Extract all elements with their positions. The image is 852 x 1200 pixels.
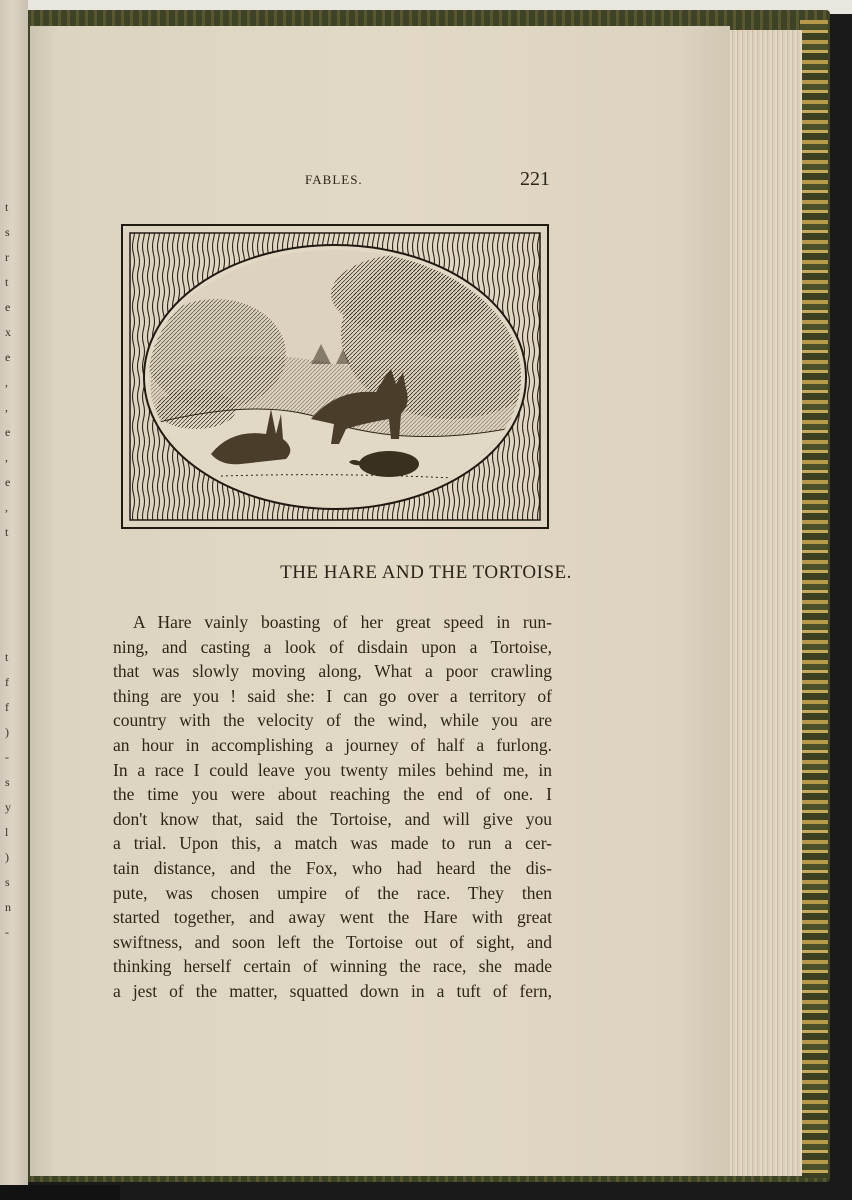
fragment: s [5, 875, 10, 889]
fragment: l [5, 825, 9, 839]
fragment: e [5, 350, 11, 364]
fragment: , [5, 375, 8, 389]
fragment: f [5, 675, 9, 689]
fragment: s [5, 775, 10, 789]
fragment: y [5, 800, 11, 814]
fragment: ) [5, 850, 9, 864]
fragment: r [5, 250, 9, 264]
text-line: the time you were about reaching the end of one. I [113, 784, 552, 805]
fragment: t [5, 275, 9, 289]
fable-title: THE HARE AND THE TORTOISE. [280, 562, 572, 583]
fable-body [113, 610, 552, 1004]
text-line: country with the velocity of the wind, while you are [113, 710, 552, 731]
text-line: A Hare vainly boasting of her great speed in run- [133, 612, 552, 632]
text-line: that was slowly moving along, What a poor crawling [113, 661, 552, 682]
fragment: ) [5, 725, 9, 739]
fragment: x [5, 325, 11, 339]
fragment: e [5, 475, 11, 489]
page-block-edges [720, 30, 802, 1176]
text-line: an hour in accomplishing a journey of half a furlong. [113, 734, 552, 755]
fragment: s [5, 225, 10, 239]
fragment: , [5, 500, 8, 514]
fragment: e [5, 300, 11, 314]
fragment: f [5, 700, 9, 714]
fragment: , [5, 400, 8, 414]
page-number: 221 [520, 168, 550, 190]
fragment: - [5, 925, 9, 939]
gilt-spine-edge [800, 20, 828, 1178]
text-line: In a race I could leave you twenty miles behind me, in [113, 759, 552, 780]
text-line: thinking herself certain of winning the race, she made [113, 956, 552, 977]
text-line: thing are you ! said she: I can go over a territory of [113, 685, 552, 706]
previous-page-fragments [2, 200, 24, 980]
book-page [30, 26, 730, 1176]
text-line: a trial. Upon this, a match was made to run a cer- [113, 833, 552, 854]
fragment: n [5, 900, 11, 914]
fragment: e [5, 425, 11, 439]
text-line: tain distance, and the Fox, who had heard the dis- [113, 857, 552, 878]
text-line: swiftness, and soon left the Tortoise out of sight, and [113, 931, 552, 952]
text-line: pute, was chosen umpire of the race. They then [113, 882, 552, 903]
background-bottom [0, 1185, 120, 1200]
hare-fox-tortoise-engraving [121, 224, 549, 529]
fragment: t [5, 650, 9, 664]
fragment: t [5, 200, 9, 214]
fragment: - [5, 750, 9, 764]
running-head: FABLES. [305, 172, 363, 187]
text-line: started together, and away went the Hare with great [113, 907, 552, 928]
text-line: a jest of the matter, squatted down in a tuft of fern, [113, 980, 552, 1001]
fragment: , [5, 450, 8, 464]
text-line: ning, and casting a look of disdain upon a Tortoise, [113, 636, 552, 657]
text-line: don't know that, said the Tortoise, and will give you [113, 808, 552, 829]
fragment: t [5, 525, 9, 539]
